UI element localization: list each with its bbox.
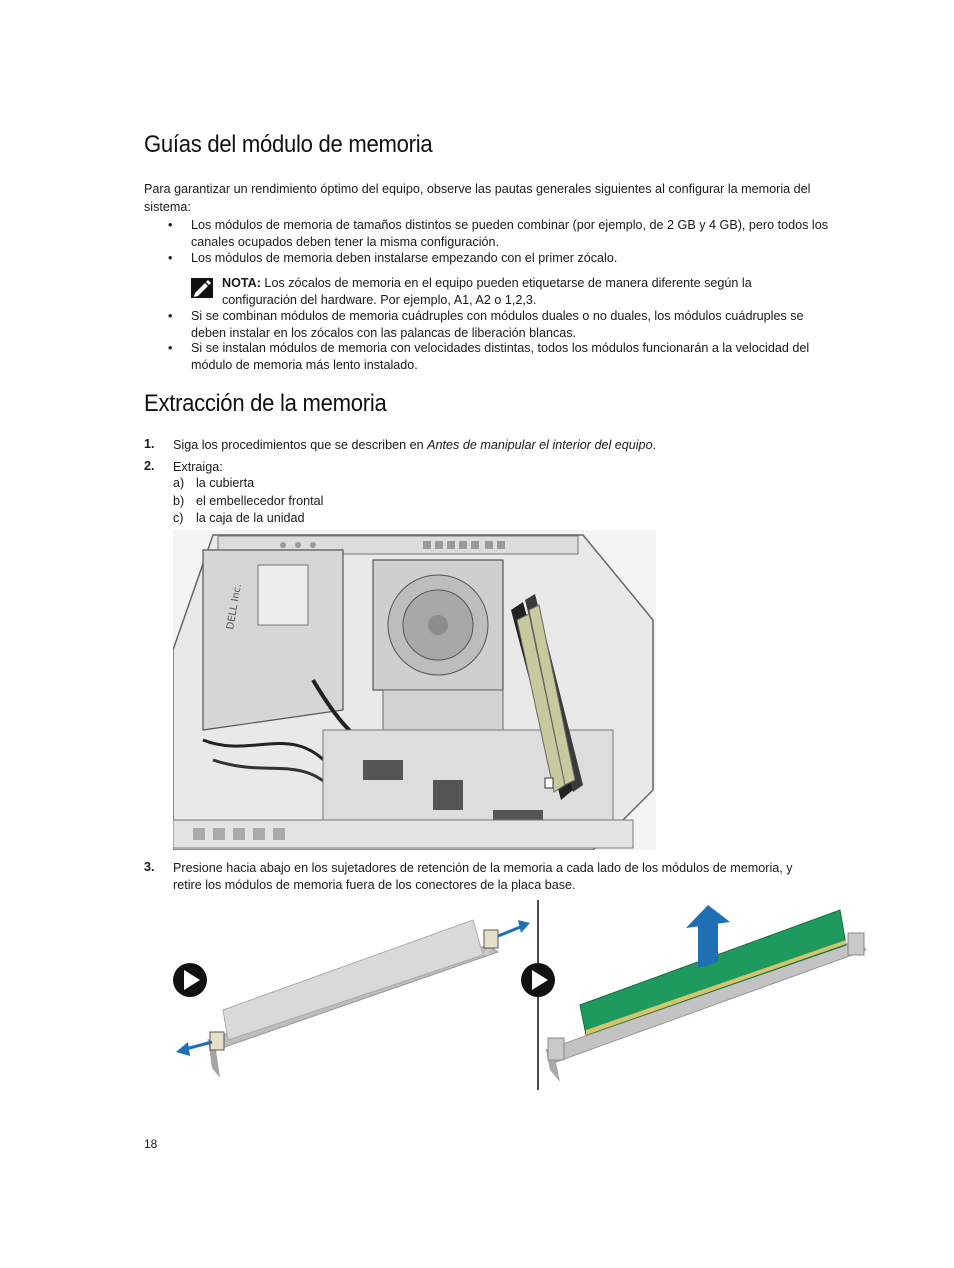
memory-removal-illustration (168, 900, 868, 1090)
step-1-text (173, 437, 656, 454)
note-box (222, 275, 752, 309)
note-label: NOTA: (222, 276, 261, 290)
substep-a (173, 476, 255, 490)
substep-letter: c) (173, 511, 184, 525)
note-text-line1: Los zócalos de memoria en el equipo pueden etiquetarse de manera diferente según la (260, 276, 752, 290)
guideline-bullet-2: • Los módulos de memoria deben instalarse empezando con el primer zócalo. (168, 251, 618, 265)
page-number: 18 (144, 1137, 158, 1151)
section-title-memory-removal: Extracción de la memoria (144, 390, 387, 417)
guideline-bullet-1: • Los módulos de memoria de tamaños distintos se pueden combinar (por ejemplo, de 2 GB y 4 GB), pero todos los canales ocupados deben tener la misma configuración. (168, 218, 829, 249)
note-text-line2: configuración del hardware. Por ejemplo, A1, A2 o 1,2,3. (222, 293, 537, 307)
substep-c (173, 511, 305, 525)
intro-paragraph-line2: sistema: (144, 200, 191, 214)
guideline-bullet-4: • Si se instalan módulos de memoria con velocidades distintas, todos los módulos funcionarán a la velocidad del módulo de memoria más lento instalado. (168, 341, 810, 372)
step-1-link-before-working[interactable]: Antes de manipular el interior del equipo (427, 438, 653, 452)
note-icon (191, 278, 213, 298)
substep-text: la caja de la unidad (196, 511, 305, 525)
substep-b (173, 494, 324, 508)
step-1-text-before: Siga los procedimientos que se describen en (173, 438, 428, 452)
svg-text:DELL Inc.: DELL Inc. (225, 583, 244, 631)
step-2-text: Extraiga: (173, 460, 223, 474)
bullet-text: Si se combinan módulos de memoria cuádruples con módulos duales o no duales, los módulos cuádruples se (191, 309, 804, 323)
section-title-memory-guidelines: Guías del módulo de memoria (144, 131, 433, 158)
step-3-text (173, 860, 793, 894)
intro-paragraph-line1: Para garantizar un rendimiento óptimo del equipo, observe las pautas generales siguientes al configurar la memoria del (144, 182, 811, 196)
computer-interior-image (173, 530, 656, 850)
bullet-text: canales ocupados deben tener la misma configuración. (191, 235, 500, 249)
bullet-text: Los módulos de memoria deben instalarse empezando con el primer zócalo. (191, 251, 618, 265)
bullet-text: Los módulos de memoria de tamaños distintos se pueden combinar (por ejemplo, de 2 GB y 4 GB), pero todos los (191, 218, 829, 232)
step-number-3: 3. (144, 860, 155, 874)
substep-text: la cubierta (196, 476, 255, 490)
step-3-text-line2: retire los módulos de memoria fuera de los conectores de la placa base. (173, 878, 576, 892)
guideline-bullet-3: • Si se combinan módulos de memoria cuádruples con módulos duales o no duales, los módulos cuádruples se deben instalar en los zócalos con las palancas de liberación blancas. (168, 309, 804, 340)
bullet-text: Si se instalan módulos de memoria con velocidades distintas, todos los módulos funcionarán a la velocidad del (191, 341, 810, 355)
step-number-1: 1. (144, 437, 155, 451)
step-3-text-line1: Presione hacia abajo en los sujetadores de retención de la memoria a cada lado de los módulos de memoria, y (173, 861, 793, 875)
step-play-icon-left (173, 963, 207, 997)
substep-letter: a) (173, 476, 185, 490)
step-number-2: 2. (144, 459, 155, 473)
bullet-text: módulo de memoria más lento instalado. (191, 358, 418, 372)
substep-text: el embellecedor frontal (196, 494, 324, 508)
bullet-text: deben instalar en los zócalos con las palancas de liberación blancas. (191, 326, 577, 340)
substep-letter: b) (173, 494, 185, 508)
step-1-text-after: . (652, 438, 657, 452)
step-play-icon-right (521, 963, 555, 997)
